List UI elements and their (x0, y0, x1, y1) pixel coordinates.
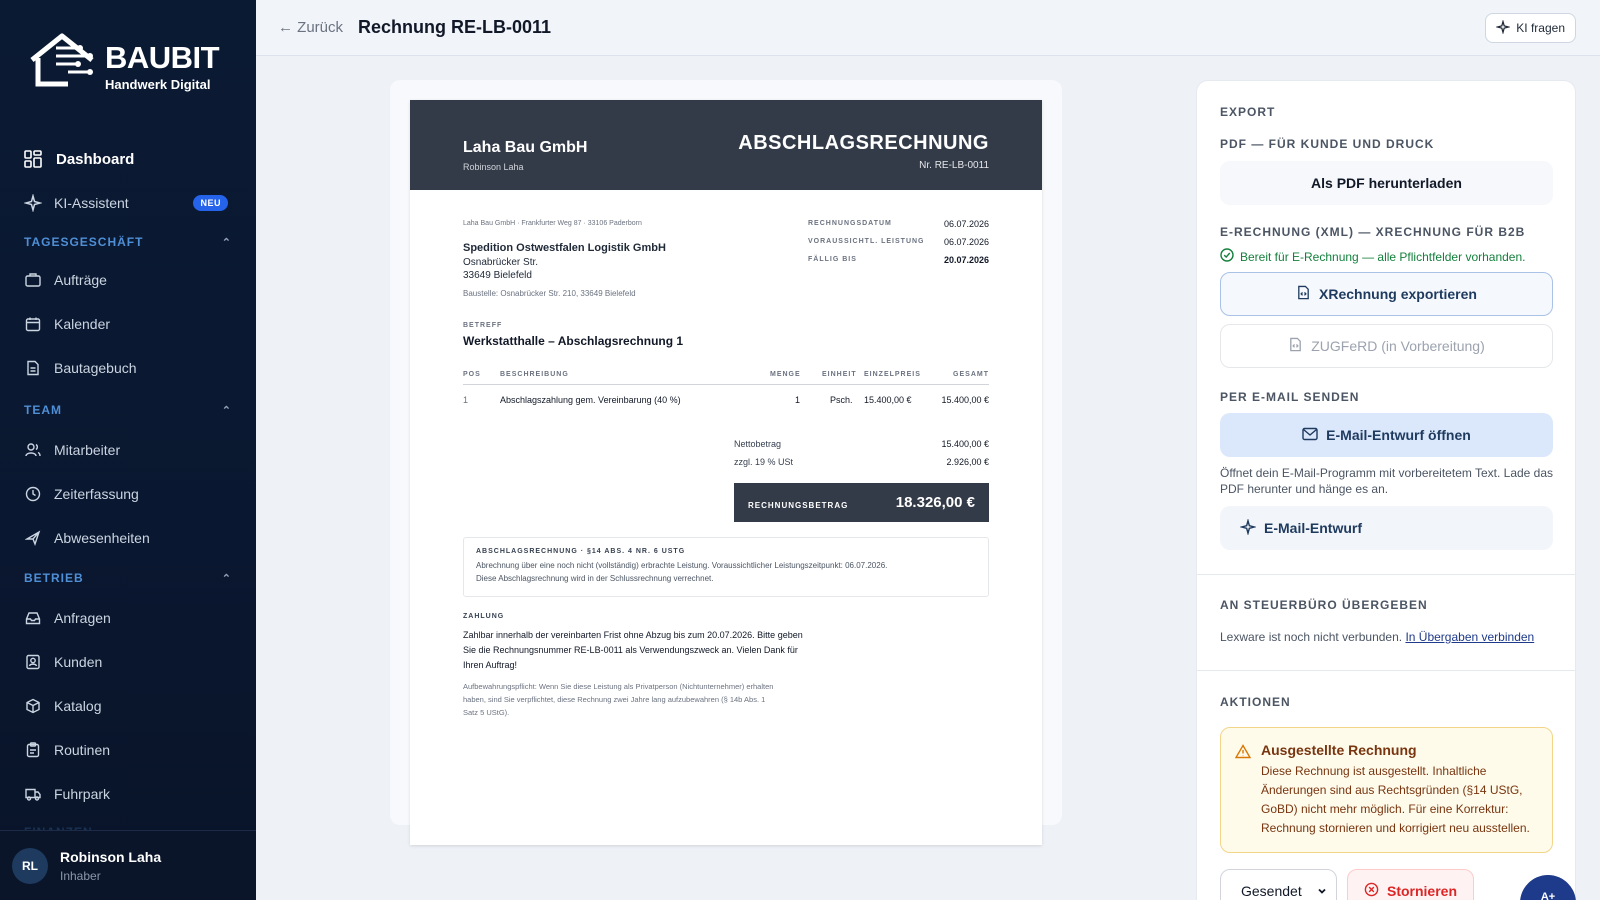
sidebar-item-bautagebuch[interactable] (14, 350, 242, 386)
email-heading: PER E-MAIL SENDEN (1220, 390, 1360, 404)
open-email-draft-button[interactable] (1220, 413, 1553, 457)
tax-status (1220, 629, 1560, 645)
note-line-2: Diese Abschlagsrechnung wird in der Schlussrechnung verrechnet. (476, 574, 714, 583)
calendar-icon (24, 315, 42, 333)
download-pdf-button[interactable] (1220, 161, 1553, 205)
sender-line: Laha Bau GmbH · Frankfurter Weg 87 · 33106 Paderborn (463, 220, 642, 227)
payment-label: ZAHLUNG (463, 613, 505, 620)
brand-tagline: Handwerk Digital (105, 77, 211, 92)
payment-line-1: Zahlbar innerhalb der vereinbarten Frist ohne Abzug bis zum 20.07.2026. Bitte geben (463, 630, 803, 640)
chevron-up-icon: ⌃ (221, 404, 232, 417)
col-unit: EINHEIT (822, 371, 857, 378)
construction-site: Baustelle: Osnabrücker Str. 210, 33649 Bielefeld (463, 289, 636, 298)
sidebar-item-label: Zeiterfassung (54, 486, 139, 502)
zugferd-label: ZUGFeRD (in Vorbereitung) (1311, 338, 1485, 354)
status-value: Gesendet (1241, 883, 1302, 899)
clipboard-icon (24, 741, 42, 759)
brand-logo[interactable] (28, 30, 228, 94)
sidebar-item-ki-assistent[interactable] (14, 185, 242, 221)
meta-service-label: VORAUSSICHTL. LEISTUNG (808, 238, 925, 245)
meta-due-label: FÄLLIG BIS (808, 256, 857, 263)
users-icon (24, 441, 42, 459)
xrechnung-export-button[interactable] (1220, 272, 1553, 316)
sidebar-item-label: Mitarbeiter (54, 442, 121, 458)
total-box (734, 483, 989, 522)
inbox-icon (24, 609, 42, 627)
chevron-up-icon: ⌃ (221, 236, 232, 249)
storage-line-3: Satz 5 UStG). (463, 708, 510, 717)
open-email-draft-label: E-Mail-Entwurf öffnen (1326, 427, 1471, 443)
ask-ai-label: KI fragen (1516, 21, 1565, 35)
sidebar-item-abwesenheiten[interactable] (14, 520, 242, 556)
payment-line-2: Sie die Rechnungsnummer RE-LB-0011 als Verwendungszweck an. Vielen Dank für (463, 645, 798, 655)
total-amount: 18.326,00 € (895, 494, 975, 511)
brand-name: BAUBIT (105, 40, 220, 75)
ask-ai-button[interactable] (1485, 13, 1576, 43)
storage-line-1: Aufbewahrungspflicht: Wenn Sie diese Leistung als Privatperson (Nichtunternehmer) erhalten (463, 682, 774, 691)
chevron-up-icon: ⌃ (221, 572, 232, 585)
meta-service: 06.07.2026 (943, 237, 989, 247)
row-total: 15.400,00 € (941, 395, 989, 405)
new-badge: NEU (193, 195, 228, 211)
x-circle-icon (1364, 882, 1379, 900)
cancel-invoice-button[interactable] (1347, 869, 1474, 900)
sparkles-icon (24, 194, 42, 212)
meta-date-label: RECHNUNGSDATUM (808, 220, 892, 227)
fab-label: A+ (1540, 891, 1556, 900)
recipient-name: Spedition Ostwestfalen Logistik GmbH (463, 242, 666, 254)
note-title: ABSCHLAGSRECHNUNG · §14 ABS. 4 NR. 6 USTG (476, 548, 686, 555)
sidebar-item-dashboard[interactable] (14, 141, 242, 177)
ready-text: Bereit für E-Rechnung — alle Pflichtfelder vorhanden. (1240, 249, 1526, 264)
truck-icon (24, 785, 42, 803)
sidebar-item-label: Anfragen (54, 610, 111, 626)
section-tagesgeschaeft[interactable] (24, 232, 232, 252)
sidebar-item-kunden[interactable] (14, 644, 242, 680)
chevron-down-icon (1316, 884, 1328, 900)
tax-status-text: Lexware ist noch nicht verbunden. (1220, 630, 1403, 644)
check-circle-icon (1220, 248, 1234, 265)
vat-label: zzgl. 19 % USt (734, 457, 794, 467)
house-circuit-icon (28, 30, 100, 90)
sidebar-item-label: KI-Assistent (54, 195, 129, 211)
invoice-header (410, 100, 1042, 190)
col-desc: BESCHREIBUNG (500, 371, 569, 378)
table-divider (463, 384, 989, 385)
top-bar (256, 0, 1600, 56)
payment-line-3: Ihren Auftrag! (463, 660, 518, 670)
issued-invoice-warning (1220, 727, 1553, 853)
invoice-preview (390, 80, 1062, 825)
sidebar-item-label: Bautagebuch (54, 360, 137, 376)
col-qty: MENGE (770, 371, 801, 378)
meta-date: 06.07.2026 (943, 219, 989, 229)
clock-icon (24, 485, 42, 503)
sparkles-icon (1496, 20, 1510, 37)
zugferd-button[interactable] (1220, 324, 1553, 368)
sidebar-item-katalog[interactable] (14, 688, 242, 724)
section-label: TAGESGESCHÄFT (24, 235, 144, 249)
row-qty: 1 (795, 395, 801, 405)
net-amount: 15.400,00 € (941, 439, 989, 449)
subject: Werkstatthalle – Abschlagsrechnung 1 (463, 334, 684, 348)
recipient-city: 33649 Bielefeld (463, 270, 532, 281)
subject-label: BETREFF (463, 322, 503, 329)
note-line-1: Abrechnung über eine noch nicht (vollständig) erbrachte Leistung. Voraussichtlicher Leistungszeitpunkt: 06.07.2026. (476, 561, 888, 570)
connect-handover-link[interactable]: In Übergaben verbinden (1405, 630, 1535, 644)
invoice-paper (410, 100, 1042, 845)
export-panel (1196, 80, 1576, 900)
sidebar-item-label: Kalender (54, 316, 111, 332)
storage-line-2: haben, sind Sie verpflichtet, diese Rechnung zwei Jahre lang aufzubewahren (§ 14b Abs. 1 (463, 695, 766, 704)
document-icon (24, 359, 42, 377)
page-title: Rechnung RE-LB-0011 (358, 17, 552, 37)
sidebar-item-label: Dashboard (56, 150, 135, 168)
advance-note (463, 537, 989, 597)
download-pdf-label: Als PDF herunterladen (1311, 175, 1462, 191)
grid-icon (24, 150, 42, 168)
row-price: 15.400,00 € (864, 395, 912, 405)
cancel-invoice-label: Stornieren (1386, 883, 1457, 899)
section-betrieb[interactable] (24, 568, 232, 588)
sidebar-item-fuhrpark[interactable] (14, 776, 242, 812)
sidebar-item-label: Aufträge (54, 272, 107, 288)
warning-title: Ausgestellte Rechnung (1261, 742, 1417, 758)
divider (1197, 574, 1575, 575)
sidebar-item-label: Abwesenheiten (54, 530, 150, 546)
user-profile[interactable] (0, 830, 256, 900)
user-name: Robinson Laha (60, 849, 162, 865)
section-label: TEAM (24, 403, 62, 417)
divider (1197, 670, 1575, 671)
sparkles-icon (1240, 519, 1256, 538)
warning-icon (1235, 744, 1251, 764)
briefcase-icon (24, 271, 42, 289)
plane-icon (24, 529, 42, 547)
col-pos: POS (463, 371, 481, 378)
ai-email-draft-button[interactable] (1220, 506, 1553, 550)
xrechnung-label: XRechnung exportieren (1319, 286, 1477, 302)
contact-icon (24, 653, 42, 671)
sidebar-item-label: Katalog (54, 698, 102, 714)
row-desc: Abschlagszahlung gem. Vereinbarung (40 %) (500, 395, 681, 405)
package-icon (24, 697, 42, 715)
status-select[interactable] (1220, 869, 1337, 900)
meta-due: 20.07.2026 (943, 255, 989, 265)
sidebar-item-kalender[interactable] (14, 306, 242, 342)
mail-icon (1302, 427, 1318, 444)
export-heading: EXPORT (1220, 105, 1276, 119)
vat-amount: 2.926,00 € (946, 457, 989, 467)
invoice-person: Robinson Laha (463, 162, 524, 172)
actions-heading: AKTIONEN (1220, 695, 1291, 709)
sidebar-item-mitarbeiter[interactable] (14, 432, 242, 468)
user-role: Inhaber (60, 869, 101, 883)
sidebar-item-auftraege[interactable] (14, 262, 242, 298)
recipient-street: Osnabrücker Str. (463, 257, 539, 268)
section-team[interactable] (24, 400, 232, 420)
invoice-number: Nr. RE-LB-0011 (919, 160, 989, 171)
sidebar-item-routinen[interactable] (14, 732, 242, 768)
ai-email-draft-label: E-Mail-Entwurf (1264, 520, 1362, 536)
sidebar-item-label: Fuhrpark (54, 786, 111, 802)
warning-text: Diese Rechnung ist ausgestellt. Inhaltliche Änderungen sind aus Rechtsgründen (§14 UStG, GoBD) nicht mehr möglich. Für eine Korrektur: Rechnung stornieren und korrigiert neu ausstellen. (1261, 764, 1530, 835)
xml-heading: E-RECHNUNG (XML) — XRECHNUNG FÜR B2B (1220, 225, 1526, 239)
col-price: EINZELPREIS (864, 371, 921, 378)
sidebar-item-anfragen[interactable] (14, 600, 242, 636)
avatar: RL (12, 848, 48, 884)
pdf-heading: PDF — FÜR KUNDE UND DRUCK (1220, 137, 1435, 151)
file-code-icon (1288, 337, 1303, 355)
net-label: Nettobetrag (734, 439, 782, 449)
row-pos: 1 (463, 395, 469, 405)
back-link[interactable]: ← Zurück (278, 19, 344, 36)
einvoice-ready-status (1220, 248, 1526, 265)
email-description: Öffnet dein E-Mail-Programm mit vorbereitetem Text. Lade das PDF herunter und hänge es an. (1220, 466, 1554, 496)
file-code-icon (1296, 285, 1311, 303)
invoice-company: Laha Bau GmbH (463, 139, 588, 156)
sidebar (0, 0, 256, 900)
sidebar-item-label: Routinen (54, 742, 111, 758)
col-total: GESAMT (953, 371, 989, 378)
sidebar-item-zeiterfassung[interactable] (14, 476, 242, 512)
tax-heading: AN STEUERBÜRO ÜBERGEBEN (1220, 598, 1428, 612)
total-label: RECHNUNGSBETRAG (748, 501, 849, 510)
invoice-type: ABSCHLAGSRECHNUNG (738, 132, 989, 154)
section-label: BETRIEB (24, 571, 84, 585)
row-unit: Psch. (830, 395, 853, 405)
sidebar-item-label: Kunden (54, 654, 103, 670)
